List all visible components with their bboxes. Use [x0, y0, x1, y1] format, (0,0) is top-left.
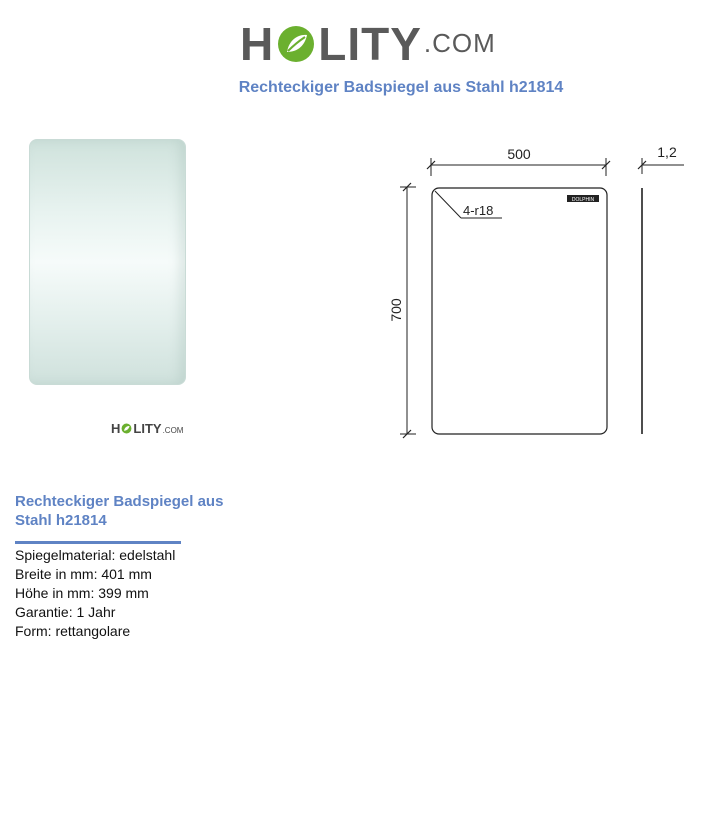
small-logo-letter-h: H [111, 421, 121, 436]
spec-shape: Form: rettangolare [15, 623, 131, 639]
small-logo-suffix: .COM [162, 426, 184, 435]
mirror-outline [432, 188, 607, 434]
radius-leader [435, 191, 461, 218]
holity-logo[interactable] [240, 12, 496, 70]
brand-stamp-label: DOLPHIN [571, 197, 595, 203]
small-logo-letters: LITY [133, 421, 162, 436]
spec-height: Höhe in mm: 399 mm [15, 585, 149, 601]
technical-drawing [380, 140, 700, 450]
thickness-dimension-label: 1,2 [657, 144, 677, 160]
title-underline [15, 541, 181, 544]
spec-list [15, 546, 175, 641]
height-dimension-label: 700 [388, 298, 404, 322]
logo-leaf-icon [276, 24, 316, 64]
radius-label: 4-r18 [463, 203, 494, 218]
product-title: Rechteckiger Badspiegel aus Stahl h21814 [15, 493, 224, 529]
mirror-product-image [29, 139, 186, 385]
logo-letters-lity: LITY [318, 18, 422, 70]
page-title: Rechteckiger Badspiegel aus Stahl h21814 [238, 79, 564, 96]
spec-width: Breite in mm: 401 mm [15, 566, 152, 582]
width-dimension-label: 500 [507, 146, 531, 162]
spec-warranty: Garantie: 1 Jahr [15, 604, 116, 620]
small-holity-logo [111, 422, 183, 435]
logo-letter-h: H [240, 18, 275, 70]
small-logo-leaf-icon [121, 423, 132, 434]
spec-material: Spiegelmaterial: edelstahl [15, 547, 176, 563]
logo-domain-suffix: .COM [423, 28, 496, 58]
